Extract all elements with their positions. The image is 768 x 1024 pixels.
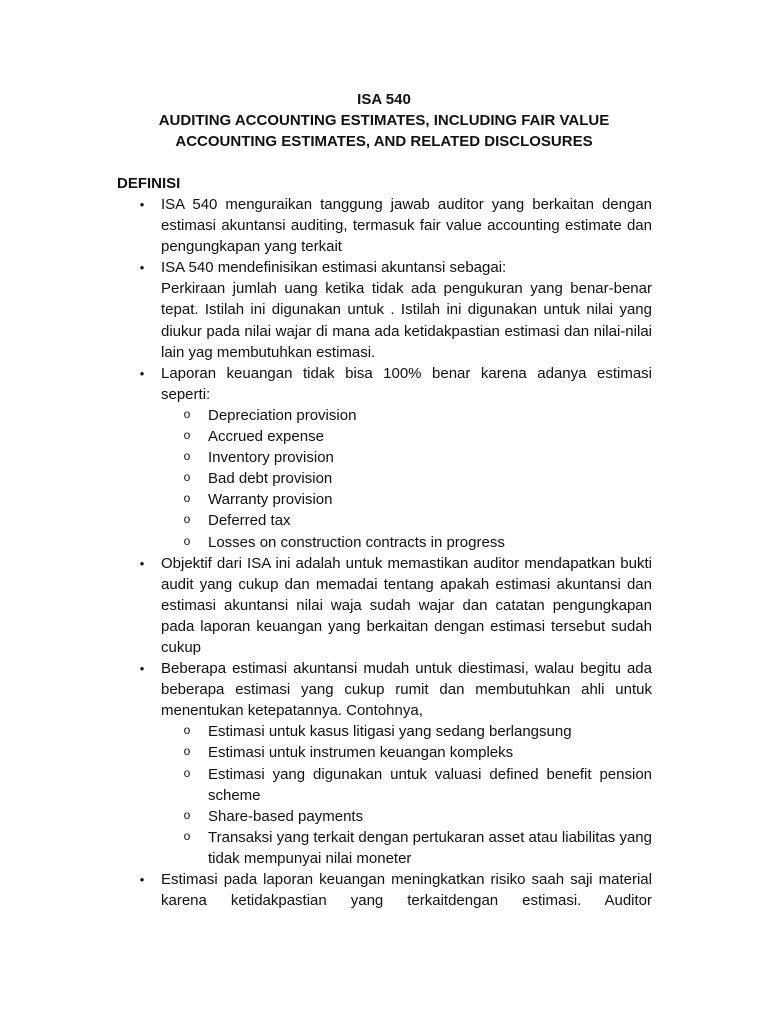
sub-item-text: Losses on construction contracts in progress: [208, 533, 505, 551]
bullet-text: Laporan keuangan tidak bisa 100% benar karena adanya estimasi seperti:: [161, 364, 652, 403]
sub-item-text: Depreciation provision: [208, 406, 357, 424]
section-heading-definisi: DEFINISI: [117, 175, 181, 192]
sub-list-item: [161, 510, 652, 531]
sub-bullet-icon: o: [183, 428, 191, 443]
sub-bullet-icon: o: [183, 449, 191, 464]
bullet-text: ISA 540 menguraikan tanggung jawab auditor yang berkaitan dengan estimasi akuntansi auditing, termasuk fair value accounting estimate dan pengungkapan yang terkait: [161, 196, 652, 256]
sub-bullet-icon: o: [183, 512, 191, 527]
sub-list: [161, 721, 652, 869]
bullet-icon: •: [139, 555, 145, 571]
sub-bullet-icon: o: [183, 406, 191, 421]
sub-item-text: Accrued expense: [208, 428, 324, 446]
sub-list-item: [161, 721, 652, 742]
sub-bullet-icon: o: [183, 765, 191, 780]
sub-bullet-icon: o: [183, 807, 191, 822]
bullet-icon: •: [139, 872, 145, 887]
bullet-icon: •: [139, 661, 145, 677]
bullet-text: Objektif dari ISA ini adalah untuk memastikan auditor mendapatkan bukti audit yang cukup dan memadai tentang apakah estimasi akuntansi dan estimasi akuntansi nilai waja sudah wajar dan catatan pengungkapan pada laporan keuangan yang berkaitan dengan estimasi tersebut sudah cukup: [161, 554, 652, 656]
sub-item-text: Share-based payments: [208, 807, 364, 825]
sub-list-item: [161, 532, 652, 553]
title-line-standard: ISA 540: [357, 91, 411, 108]
sub-list-item: [161, 426, 652, 447]
sub-item-text: Inventory provision: [208, 449, 334, 467]
sub-list-item: [161, 468, 652, 489]
bullet-item: [117, 257, 652, 362]
sub-item-text: Deferred tax: [208, 512, 291, 530]
bullet-item: [117, 194, 652, 257]
title-line-subject-1: AUDITING ACCOUNTING ESTIMATES, INCLUDING FAIR VALUE: [158, 112, 610, 129]
sub-item-text: Warranty provision: [208, 491, 333, 509]
bullet-text: Beberapa estimasi akuntansi mudah untuk diestimasi, walau begitu ada beberapa estimasi yang cukup rumit dan membutuhkan ahli untuk menentukan ketepatannya. Contohnya,: [161, 660, 652, 720]
sub-bullet-icon: o: [183, 828, 191, 843]
bullet-item: [117, 658, 652, 869]
sub-list-item: [161, 806, 652, 827]
sub-bullet-icon: o: [183, 744, 191, 759]
bullet-icon: •: [139, 365, 145, 381]
sub-list-item: [161, 764, 652, 806]
bullet-item: [117, 869, 652, 911]
sub-bullet-icon: o: [183, 470, 191, 485]
sub-list-item: [161, 447, 652, 468]
bullet-text: ISA 540 mendefinisikan estimasi akuntansi sebagai:: [161, 259, 507, 277]
sub-bullet-icon: o: [183, 491, 191, 506]
sub-list-item: [161, 405, 652, 426]
bullet-icon: •: [139, 197, 145, 212]
title-line-subject-2: ACCOUNTING ESTIMATES, AND RELATED DISCLOSURES: [175, 133, 593, 150]
sub-list: [161, 405, 652, 553]
definisi-content: [117, 194, 652, 911]
sub-item-text: Estimasi untuk kasus litigasi yang sedang berlangsung: [208, 723, 572, 741]
bullet-item: [117, 553, 652, 658]
sub-list-item: [161, 489, 652, 510]
bullet-text: Estimasi pada laporan keuangan meningkatkan risiko saah saji material karena ketidakpastian yang terkaitdengan estimasi. Auditor: [161, 871, 652, 910]
sub-item-text: Bad debt provision: [208, 470, 333, 488]
document-title: [0, 89, 768, 152]
bullet-list: [117, 194, 652, 911]
sub-list-item: [161, 742, 652, 763]
bullet-item: [117, 363, 652, 553]
sub-item-text: Estimasi untuk instrumen keuangan kompleks: [208, 744, 514, 762]
bullet-icon: •: [139, 260, 145, 276]
sub-item-text: Estimasi yang digunakan untuk valuasi defined benefit pension scheme: [208, 765, 652, 804]
sub-bullet-icon: o: [183, 723, 191, 738]
bullet-continuation-text: Perkiraan jumlah uang ketika tidak ada pengukuran yang benar-benar tepat. Istilah ini digunakan untuk . Istilah ini digunakan untuk nilai yang diukur pada nilai wajar di mana ada ketidakpastian estimasi dan nilai-nilai lain yag membutuhkan estimasi.: [161, 280, 652, 361]
sub-item-text: Transaksi yang terkait dengan pertukaran asset atau liabilitas yang tidak mempunyai nilai moneter: [208, 828, 652, 867]
sub-bullet-icon: o: [183, 533, 191, 548]
sub-list-item: [161, 827, 652, 869]
